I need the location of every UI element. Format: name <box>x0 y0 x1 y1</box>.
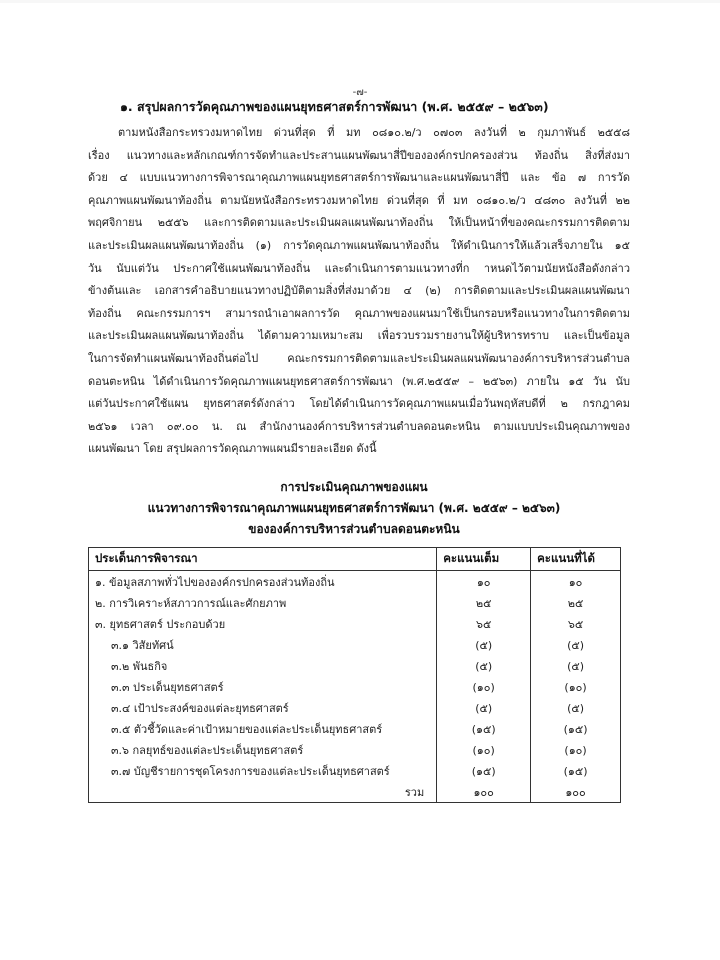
criteria-cell: ๓.๖ กลยุทธ์ของแต่ละประเด็นยุทธศาสตร์ <box>89 739 437 760</box>
obtained-score-cell: (๕) <box>531 697 621 718</box>
evaluation-table <box>88 547 621 803</box>
body-line: ในการจัดทำแผนพัฒนาท้องถิ่นต่อไป คณะกรรมการติดตามและประเมินผลแผนพัฒนาองค์การบริหารส่วนตำบล <box>88 351 630 365</box>
obtained-score-cell: (๕) <box>531 634 621 655</box>
body-line: ข้างต้นและ เอกสารคำอธิบายแนวทางปฏิบัติตามสิ่งที่ส่งมาด้วย ๔ (๒) การติดตามและประเมินผลแผนพัฒนา <box>88 284 630 298</box>
body-line: แต่วันประกาศใช้แผน ยุทธศาสตร์ดังกล่าว โดยได้ดำเนินการวัดคุณภาพแผนเมื่อวันพฤหัสบดีที่ ๒ กรกฎาคม <box>88 397 630 411</box>
criteria-cell: ๒. การวิเคราะห์สภาวการณ์และศักยภาพ <box>89 592 437 613</box>
criteria-cell: ๑. ข้อมูลสภาพทั่วไปขององค์กรปกครองส่วนท้องถิ่น <box>89 571 437 593</box>
table-title-line: แนวทางการพิจารณาคุณภาพแผนยุทธศาสตร์การพัฒนา (พ.ศ. ๒๕๕๙ – ๒๕๖๓) <box>147 501 561 515</box>
table-title-line: การประเมินคุณภาพของแผน <box>280 480 428 494</box>
body-line: พฤศจิกายน ๒๕๕๖ และการติดตามและประเมินผลแผนพัฒนาท้องถิ่น ให้เป็นหน้าที่ของคณะกรรมการติดตาม <box>88 216 630 230</box>
header-full-score: คะแนนเต็ม <box>437 548 531 571</box>
header-obtained-score: คะแนนที่ได้ <box>531 548 621 571</box>
total-label: รวม <box>89 781 437 803</box>
body-line: ท้องถิ่น คณะกรรมการฯ สามารถนำเอาผลการวัด คุณภาพของแผนมาใช้เป็นกรอบหรือแนวทางในการติดตาม <box>88 306 630 320</box>
criteria-cell: ๓.๔ เป้าประสงค์ของแต่ละยุทธศาสตร์ <box>89 697 437 718</box>
obtained-score-cell: (๑๕) <box>531 718 621 739</box>
total-full-score: ๑๐๐ <box>437 781 531 803</box>
body-line: แผนพัฒนา โดย สรุปผลการวัดคุณภาพแผนมีรายละเอียด ดังนี้ <box>88 442 377 456</box>
body-line: และประเมินผลแผนพัฒนาท้องถิ่น ได้ตามความเหมาะสม เพื่อรวบรวมรายงานให้ผู้บริหารทราบ และเป็นข้อมูล <box>88 329 630 343</box>
full-score-cell: (๑๕) <box>437 718 531 739</box>
full-score-cell: ๑๐ <box>437 571 531 593</box>
obtained-score-cell: ๑๐ <box>531 571 621 593</box>
obtained-score-cell: ๒๕ <box>531 592 621 613</box>
table-row <box>89 718 621 739</box>
body-line: คุณภาพแผนพัฒนาท้องถิ่น ตามนัยหนังสือกระทรวงมหาดไทย ด่วนที่สุด ที่ มท ๐๘๑๐.๒/ว ๔๘๓๐ ลงวันที่ ๒๒ <box>88 193 630 207</box>
full-score-cell: (๑๐) <box>437 676 531 697</box>
body-line: วัน นับแต่วัน ประกาศใช้แผนพัฒนาท้องถิ่น และดำเนินการตามแนวทางที่ก าหนดไว้ตามนัยหนังสือดังกล่าว <box>88 261 630 275</box>
body-line: ดอนตะหนิน ได้ดำเนินการวัดคุณภาพแผนยุทธศาสตร์การพัฒนา (พ.ศ.๒๕๕๙ – ๒๕๖๓) ภายใน ๑๕ วัน นับ <box>88 374 630 388</box>
table-row <box>89 739 621 760</box>
page-number: -๗- <box>352 87 368 98</box>
body-line: ตามหนังสือกระทรวงมหาดไทย ด่วนที่สุด ที่ มท ๐๘๑๐.๒/ว ๐๗๐๓ ลงวันที่ ๒ กุมภาพันธ์ ๒๕๕๘ <box>118 126 630 139</box>
table-row <box>89 760 621 781</box>
full-score-cell: (๕) <box>437 634 531 655</box>
section-heading: ๑. สรุปผลการวัดคุณภาพของแผนยุทธศาสตร์การพัฒนา (พ.ศ. ๒๕๕๙ – ๒๕๖๓) <box>120 99 549 114</box>
body-paragraph <box>88 122 630 461</box>
top-edge <box>0 0 720 3</box>
full-score-cell: (๕) <box>437 655 531 676</box>
body-line: ๒๕๖๑ เวลา ๐๙.๐๐ น. ณ สำนักงานองค์การบริหารส่วนตำบลดอนตะหนิน ตามแบบประเมินคุณภาพของ <box>88 419 630 433</box>
table-row <box>89 634 621 655</box>
criteria-cell: ๓.๑ วิสัยทัศน์ <box>89 634 437 655</box>
table-header-row <box>89 548 621 571</box>
table-title <box>88 477 620 540</box>
criteria-cell: ๓.๕ ตัวชี้วัดและค่าเป้าหมายของแต่ละประเด็นยุทธศาสตร์ <box>89 718 437 739</box>
full-score-cell: ๖๕ <box>437 613 531 634</box>
obtained-score-cell: (๑๐) <box>531 676 621 697</box>
full-score-cell: ๒๕ <box>437 592 531 613</box>
body-line: และประเมินผลแผนพัฒนาท้องถิ่น (๑) การวัดคุณภาพแผนพัฒนาท้องถิ่น ให้ดำเนินการให้แล้วเสร็จภายใน ๑๕ <box>88 238 630 252</box>
obtained-score-cell: (๕) <box>531 655 621 676</box>
obtained-score-cell: (๑๕) <box>531 760 621 781</box>
obtained-score-cell: (๑๐) <box>531 739 621 760</box>
table-row <box>89 613 621 634</box>
obtained-score-cell: ๖๕ <box>531 613 621 634</box>
body-line: ด้วย ๔ แบบแนวทางการพิจารณาคุณภาพแผนยุทธศาสตร์การพัฒนาและแผนพัฒนาสี่ปี และ ข้อ ๗ การวัด <box>88 171 630 185</box>
total-obtained-score: ๑๐๐ <box>531 781 621 803</box>
table-row <box>89 697 621 718</box>
criteria-cell: ๓.๗ บัญชีรายการชุดโครงการของแต่ละประเด็นยุทธศาสตร์ <box>89 760 437 781</box>
table-row <box>89 676 621 697</box>
criteria-cell: ๓.๓ ประเด็นยุทธศาสตร์ <box>89 676 437 697</box>
body-line: เรื่อง แนวทางและหลักเกณฑ์การจัดทำและประสานแผนพัฒนาสี่ปีขององค์กรปกครองส่วน ท้องถิ่น สิ่งที่ส่งมา <box>88 148 630 162</box>
full-score-cell: (๑๐) <box>437 739 531 760</box>
header-criteria: ประเด็นการพิจารณา <box>89 548 437 571</box>
table-row <box>89 571 621 593</box>
full-score-cell: (๑๕) <box>437 760 531 781</box>
table-title-line: ขององค์การบริหารส่วนตำบลดอนตะหนิน <box>248 522 460 536</box>
table-row <box>89 655 621 676</box>
total-row <box>89 781 621 803</box>
table-row <box>89 592 621 613</box>
criteria-cell: ๓.๒ พันธกิจ <box>89 655 437 676</box>
criteria-cell: ๓. ยุทธศาสตร์ ประกอบด้วย <box>89 613 437 634</box>
full-score-cell: (๕) <box>437 697 531 718</box>
